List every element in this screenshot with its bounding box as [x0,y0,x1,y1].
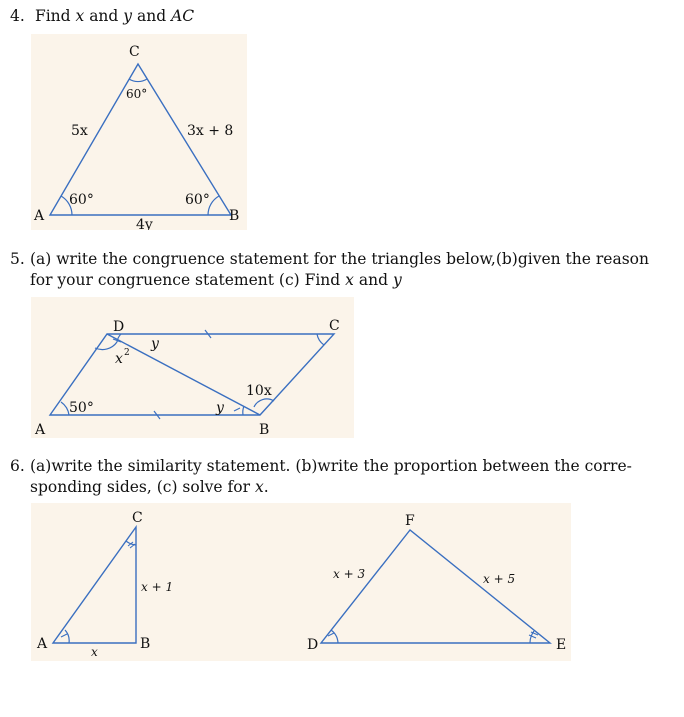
angle-d-y-label: y [151,336,159,352]
angle-b-tick [234,408,240,411]
problem-5-var-x: x [345,271,354,289]
problem-4-conj2: and [136,7,167,25]
right-vertex-f-label: F [405,513,415,529]
diagonal-db [107,334,260,415]
left-angle-a-tick [61,634,67,637]
side-ab-label: 4y [136,217,153,230]
problem-5-figure [31,297,354,438]
angle-d-x2-exponent: 2 [124,348,130,358]
vertex-c-label: C [129,44,140,60]
triangle-dfe [321,530,550,643]
vertex-d-label: D [113,319,125,335]
problem-5 [10,249,649,291]
right-angle-e-tick1 [529,635,536,638]
angle-d-x2-base: x [115,351,123,367]
left-vertex-b-label: B [140,636,151,652]
vertex-a-label: A [35,422,46,438]
left-vertex-c-label: C [132,510,143,526]
right-vertex-d-label: D [307,637,319,653]
vertex-b-label: B [259,422,270,438]
angle-c-label: 60° [126,87,148,101]
side-bc-label: 3x + 8 [187,123,234,139]
problem-5-var-y: y [392,271,402,289]
angle-c-arc [317,334,324,345]
problem-6-figure [31,503,571,661]
angle-a-label: 60° [69,192,94,208]
problem-6-line1: (a)write the similarity statement. (b)write the proportion between the corre- [30,457,632,475]
problem-5-number: 5. [10,250,25,268]
right-side-fe-label: x + 5 [483,572,516,586]
angle-a-label: 50° [69,400,94,416]
problem-4-var-y: y [123,7,133,25]
angle-b-label: 60° [185,192,210,208]
problem-4-var-x: x [75,7,85,25]
problem-4 [10,6,194,27]
angle-b-10x-label: 10x [246,383,272,399]
problem-4-figure [31,34,247,230]
left-side-cb-label: x + 1 [141,580,174,594]
left-angle-a-arc [65,630,69,643]
problem-5-conj: and [358,271,388,289]
problem-5-line1: (a) write the congruence statement for the triangles below,(b)given the reason [30,250,649,268]
left-vertex-a-label: A [37,636,48,652]
problem-6-line2-prefix: sponding sides, (c) solve for [30,478,250,496]
parallelogram-abcd-diagram [31,297,354,438]
right-angle-d-arc [331,630,338,643]
problem-4-var-ac: AC [171,7,195,25]
angle-c-arc [129,79,147,82]
problem-6-line2-suffix: . [263,478,269,496]
similar-triangles-diagram [31,503,571,661]
angle-b-y-arc [243,406,244,415]
triangle-cab [53,527,136,643]
vertex-c-label: C [329,318,340,334]
problem-5-line2-prefix: for your congruence statement (c) Find [30,271,341,289]
problem-6-var-x: x [254,478,264,496]
problem-4-text-prefix: Find [34,7,71,25]
side-ac-label: 5x [71,123,88,139]
angle-b-y-label: y [216,400,224,416]
left-side-ab-label: x [91,645,98,659]
problem-4-conj: and [89,7,119,25]
vertex-a-label: A [34,208,45,224]
problem-4-number: 4. [10,7,25,25]
right-vertex-e-label: E [556,637,567,653]
right-side-df-label: x + 3 [333,567,366,581]
problem-6-number: 6. [10,457,25,475]
angle-a-arc [61,402,69,415]
problem-6 [10,456,632,498]
vertex-b-label: B [229,208,240,224]
triangle-abc-diagram [31,34,247,230]
